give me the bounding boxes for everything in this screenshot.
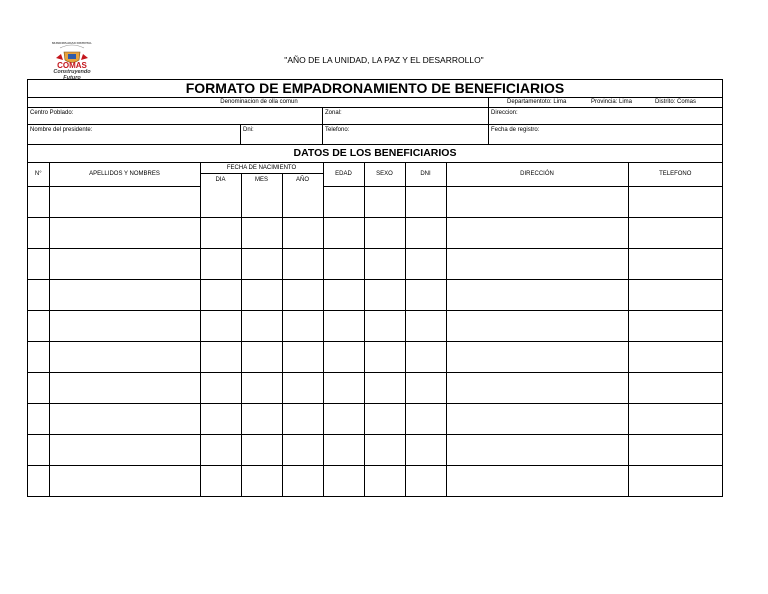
table-cell[interactable] <box>405 217 446 248</box>
table-cell[interactable] <box>282 279 323 310</box>
table-cell[interactable] <box>241 186 282 217</box>
dni-field[interactable]: Dni: <box>240 125 322 144</box>
table-row <box>28 186 722 217</box>
table-cell[interactable] <box>49 279 200 310</box>
table-cell[interactable] <box>241 217 282 248</box>
beneficiarios-rows <box>28 186 722 496</box>
table-row <box>28 403 722 434</box>
table-cell[interactable] <box>628 341 722 372</box>
table-cell[interactable] <box>323 465 364 496</box>
table-cell[interactable] <box>405 310 446 341</box>
table-cell[interactable] <box>28 434 49 465</box>
table-cell[interactable] <box>323 248 364 279</box>
table-cell[interactable] <box>28 341 49 372</box>
table-cell[interactable] <box>200 186 241 217</box>
table-cell[interactable] <box>200 279 241 310</box>
col-num-header: N° <box>28 163 49 186</box>
table-row <box>28 465 722 496</box>
table-cell[interactable] <box>364 279 405 310</box>
table-cell[interactable] <box>628 310 722 341</box>
table-cell[interactable] <box>628 186 722 217</box>
table-row <box>28 248 722 279</box>
table-row <box>28 341 722 372</box>
provincia-label: Provincia: Lima <box>591 99 633 105</box>
centro-poblado-row <box>28 108 722 125</box>
table-cell[interactable] <box>200 403 241 434</box>
table-cell[interactable] <box>628 372 722 403</box>
table-cell[interactable] <box>200 217 241 248</box>
table-cell[interactable] <box>241 403 282 434</box>
table-cell[interactable] <box>405 403 446 434</box>
table-cell[interactable] <box>405 248 446 279</box>
table-cell[interactable] <box>28 403 49 434</box>
col-fecha-nacimiento-header: FECHA DE NACIMIENTO <box>200 163 323 173</box>
table-cell[interactable] <box>200 372 241 403</box>
table-cell[interactable] <box>405 341 446 372</box>
table-cell[interactable] <box>241 465 282 496</box>
fecha-registro-field[interactable]: Fecha de registro: <box>488 125 722 144</box>
table-cell[interactable] <box>446 403 628 434</box>
table-cell[interactable] <box>200 341 241 372</box>
table-cell[interactable] <box>364 248 405 279</box>
col-dni-header: DNI <box>405 163 446 186</box>
table-cell[interactable] <box>28 248 49 279</box>
table-cell[interactable] <box>200 434 241 465</box>
table-cell[interactable] <box>323 341 364 372</box>
table-cell[interactable] <box>405 465 446 496</box>
table-cell[interactable] <box>364 434 405 465</box>
table-cell[interactable] <box>241 279 282 310</box>
distrito-label: Distrito: Comas <box>655 99 697 105</box>
table-cell[interactable] <box>323 403 364 434</box>
table-cell[interactable] <box>364 403 405 434</box>
denominacion-row <box>28 98 722 108</box>
table-cell[interactable] <box>200 465 241 496</box>
col-mes-header: MES <box>241 173 282 186</box>
table-cell[interactable] <box>628 279 722 310</box>
table-cell[interactable] <box>323 217 364 248</box>
table-cell[interactable] <box>323 434 364 465</box>
table-cell[interactable] <box>282 310 323 341</box>
table-cell[interactable] <box>241 341 282 372</box>
table-row <box>28 279 722 310</box>
table-cell[interactable] <box>628 217 722 248</box>
table-cell[interactable] <box>405 372 446 403</box>
table-cell[interactable] <box>323 372 364 403</box>
table-cell[interactable] <box>446 372 628 403</box>
table-cell[interactable] <box>28 310 49 341</box>
table-cell[interactable] <box>405 434 446 465</box>
table-cell[interactable] <box>628 465 722 496</box>
table-cell[interactable] <box>446 217 628 248</box>
table-cell[interactable] <box>628 403 722 434</box>
table-cell[interactable] <box>49 248 200 279</box>
form-title: FORMATO DE EMPADRONAMIENTO DE BENEFICIARIOS <box>28 80 722 98</box>
table-cell[interactable] <box>323 186 364 217</box>
table-cell[interactable] <box>241 310 282 341</box>
ubicacion-cell <box>488 98 722 107</box>
table-cell[interactable] <box>282 186 323 217</box>
col-telefono-header: TELEFONO <box>628 163 722 186</box>
table-cell[interactable] <box>49 217 200 248</box>
table-cell[interactable] <box>446 279 628 310</box>
table-cell[interactable] <box>282 341 323 372</box>
table-cell[interactable] <box>446 465 628 496</box>
table-cell[interactable] <box>364 217 405 248</box>
table-cell[interactable] <box>241 248 282 279</box>
telefono-field[interactable]: Telefono: <box>322 125 488 144</box>
table-cell[interactable] <box>323 279 364 310</box>
registration-form <box>27 79 723 497</box>
logo-top-text: MUNICIPALIDAD DISTRITAL <box>51 41 93 45</box>
table-cell[interactable] <box>282 434 323 465</box>
logo-main-text: COMAS <box>57 61 87 70</box>
col-direccion-header: DIRECCIÓN <box>446 163 628 186</box>
table-cell[interactable] <box>49 341 200 372</box>
table-cell[interactable] <box>49 403 200 434</box>
table-cell[interactable] <box>446 248 628 279</box>
table-cell[interactable] <box>49 434 200 465</box>
table-row <box>28 372 722 403</box>
col-sexo-header: SEXO <box>364 163 405 186</box>
table-cell[interactable] <box>364 465 405 496</box>
table-cell[interactable] <box>49 186 200 217</box>
table-cell[interactable] <box>446 310 628 341</box>
centro-poblado-field[interactable]: Centro Poblado: <box>30 110 74 116</box>
table-cell[interactable] <box>446 186 628 217</box>
table-cell[interactable] <box>49 310 200 341</box>
denominacion-label: Denominacion de olla comun <box>220 99 298 105</box>
beneficiarios-table <box>28 163 722 496</box>
zonal-field[interactable]: Zonal: <box>322 108 488 124</box>
table-row <box>28 310 722 341</box>
table-cell[interactable] <box>282 403 323 434</box>
table-cell[interactable] <box>28 372 49 403</box>
presidente-field[interactable]: Nombre del presidente: <box>30 127 93 133</box>
table-cell[interactable] <box>282 217 323 248</box>
table-cell[interactable] <box>28 279 49 310</box>
table-row <box>28 434 722 465</box>
table-row <box>28 217 722 248</box>
table-cell[interactable] <box>28 465 49 496</box>
table-cell[interactable] <box>405 186 446 217</box>
table-cell[interactable] <box>323 310 364 341</box>
logo-sub-text: Construyendo Futuro <box>53 69 91 81</box>
table-cell[interactable] <box>28 217 49 248</box>
table-cell[interactable] <box>49 372 200 403</box>
table-cell[interactable] <box>241 372 282 403</box>
table-cell[interactable] <box>628 248 722 279</box>
table-cell[interactable] <box>628 434 722 465</box>
table-cell[interactable] <box>200 310 241 341</box>
table-cell[interactable] <box>28 186 49 217</box>
table-cell[interactable] <box>282 248 323 279</box>
col-edad-header: EDAD <box>323 163 364 186</box>
departamento-label: Departamentoto: Lima <box>507 99 567 105</box>
table-cell[interactable] <box>200 248 241 279</box>
col-anio-header: AÑO <box>282 173 323 186</box>
col-dia-header: DIA <box>200 173 241 186</box>
table-cell[interactable] <box>241 434 282 465</box>
year-motto: "AÑO DE LA UNIDAD, LA PAZ Y EL DESARROLLO" <box>284 55 484 65</box>
table-cell[interactable] <box>364 310 405 341</box>
table-cell[interactable] <box>446 341 628 372</box>
table-cell[interactable] <box>364 341 405 372</box>
table-cell[interactable] <box>446 434 628 465</box>
presidente-row <box>28 125 722 145</box>
table-cell[interactable] <box>282 372 323 403</box>
table-cell[interactable] <box>49 465 200 496</box>
table-cell[interactable] <box>282 465 323 496</box>
col-nombres-header: APELLIDOS Y NOMBRES <box>49 163 200 186</box>
direccion-field[interactable]: Direccion: <box>488 108 722 124</box>
section-title: DATOS DE LOS BENEFICIARIOS <box>28 145 722 163</box>
table-cell[interactable] <box>364 186 405 217</box>
table-cell[interactable] <box>364 372 405 403</box>
table-cell[interactable] <box>405 279 446 310</box>
